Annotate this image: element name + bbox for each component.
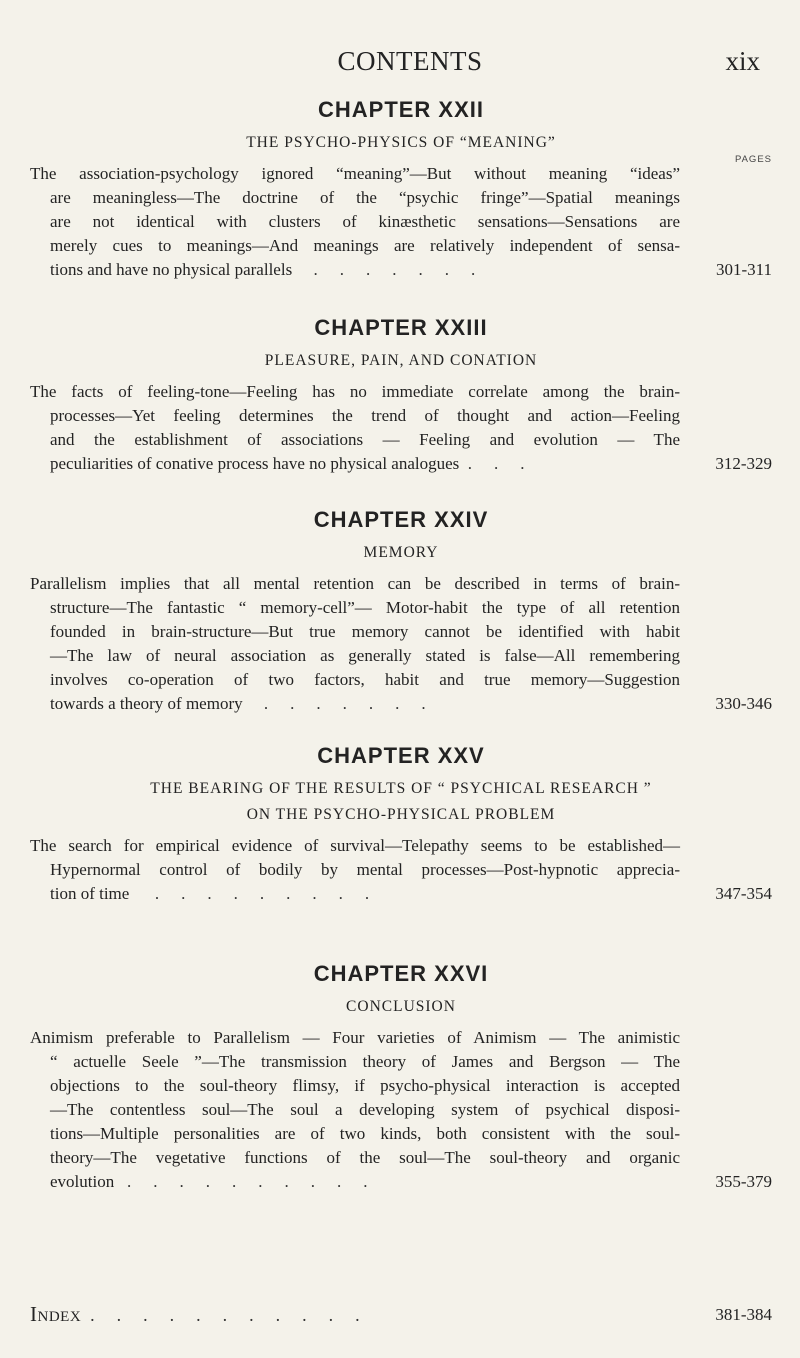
summary-line: founded in brain-structure—But true memory cannot be identified with habit bbox=[50, 622, 680, 641]
chapter-number: CHAPTER XXIV bbox=[313, 507, 489, 532]
page-range: 355-379 bbox=[715, 1172, 772, 1191]
chapter-summary bbox=[30, 834, 772, 906]
leader-dots: .......... bbox=[126, 1172, 390, 1191]
page-range: 347-354 bbox=[715, 884, 772, 903]
running-head bbox=[60, 46, 760, 82]
summary-text: tion of time bbox=[50, 884, 130, 903]
chapter-xxvi bbox=[30, 960, 772, 1194]
chapter-xxiii bbox=[30, 314, 772, 476]
page-folio: xix bbox=[725, 46, 760, 76]
summary-line: theory—The vegetative functions of the soul—The soul-theory and organic bbox=[50, 1148, 680, 1167]
page-range: 330-346 bbox=[715, 694, 772, 713]
page-range: 312-329 bbox=[715, 454, 772, 473]
summary-line: objections to the soul-theory flimsy, if psycho-physical interaction is accepted bbox=[50, 1076, 680, 1095]
leader-dots: ....... bbox=[263, 694, 448, 713]
chapter-number: CHAPTER XXII bbox=[317, 97, 485, 122]
chapter-number: CHAPTER XXVI bbox=[313, 961, 489, 986]
chapter-subtitle: ON THE PSYCHO-PHYSICAL PROBLEM bbox=[246, 806, 556, 823]
summary-line bbox=[30, 882, 680, 906]
chapter-title: THE BEARING OF THE RESULTS OF “ PSYCHICAL RESEARCH ” bbox=[150, 780, 652, 797]
summary-line: Hypernormal control of bodily by mental processes—Post-hypnotic apprecia- bbox=[50, 860, 680, 879]
summary-line: tions—Multiple personalities are of two kinds, both consistent with the soul- bbox=[50, 1124, 680, 1143]
summary-text: evolution bbox=[50, 1172, 115, 1191]
chapter-summary bbox=[30, 572, 772, 716]
summary-line bbox=[30, 1170, 680, 1194]
summary-text: tions and have no physical parallels bbox=[50, 260, 293, 279]
leader-dots: ....... bbox=[313, 260, 498, 279]
chapter-xxii bbox=[30, 96, 772, 282]
summary-line: —The contentless soul—The soul a developing system of psychical disposi- bbox=[50, 1100, 680, 1119]
chapter-summary bbox=[30, 1026, 772, 1194]
index-entry bbox=[30, 1302, 772, 1327]
summary-text: towards a theory of memory bbox=[50, 694, 243, 713]
summary-line bbox=[30, 452, 680, 476]
chapter-number: CHAPTER XXIII bbox=[314, 315, 488, 340]
chapter-number: CHAPTER XXV bbox=[317, 743, 485, 768]
summary-line: and the establishment of associations — Feeling and evolution — The bbox=[50, 430, 680, 449]
pages-column-label: PAGES bbox=[734, 154, 772, 165]
summary-line: Parallelism implies that all mental retention can be described in terms of brain- bbox=[30, 574, 680, 593]
chapter-title: CONCLUSION bbox=[346, 998, 456, 1015]
summary-line: “ actuelle Seele ”—The transmission theory of James and Bergson — The bbox=[50, 1052, 680, 1071]
summary-line: structure—The fantastic “ memory-cell”— Motor-habit the type of all retention bbox=[50, 598, 680, 617]
chapter-xxiv bbox=[30, 506, 772, 716]
summary-line: The facts of feeling-tone—Feeling has no immediate correlate among the brain- bbox=[30, 382, 680, 401]
chapter-xxv bbox=[30, 742, 772, 906]
summary-line: involves co-operation of two factors, habit and true memory—Suggestion bbox=[50, 670, 680, 689]
chapter-title: PLEASURE, PAIN, AND CONATION bbox=[264, 352, 538, 369]
leader-dots: ... bbox=[467, 454, 547, 473]
leader-dots: ........... bbox=[90, 1305, 382, 1325]
page-range: 301-311 bbox=[715, 260, 772, 279]
chapter-summary bbox=[30, 380, 772, 476]
summary-line: —The law of neural association as generally stated is false—All remembering bbox=[50, 646, 680, 665]
summary-line bbox=[30, 692, 680, 716]
summary-text: peculiarities of conative process have no physical analogues bbox=[50, 454, 460, 473]
chapter-summary bbox=[30, 162, 772, 282]
chapter-title: MEMORY bbox=[363, 544, 439, 561]
index-label: Index bbox=[30, 1302, 82, 1326]
summary-line: are meaningless—The doctrine of the “psychic fringe”—Spatial meanings bbox=[50, 188, 680, 207]
summary-line: The search for empirical evidence of survival—Telepathy seems to be established— bbox=[30, 836, 680, 855]
chapter-title: THE PSYCHO-PHYSICS OF “MEANING” bbox=[246, 134, 556, 151]
running-head-title: CONTENTS bbox=[337, 46, 483, 76]
page-range: 381-384 bbox=[715, 1305, 772, 1324]
summary-line bbox=[30, 258, 680, 282]
summary-line: are not identical with clusters of kinæsthetic sensations—Sensations are bbox=[50, 212, 680, 231]
summary-line: Animism preferable to Parallelism — Four varieties of Animism — The animistic bbox=[30, 1028, 680, 1047]
summary-line: merely cues to meanings—And meanings are relatively independent of sensa- bbox=[50, 236, 680, 255]
summary-line: processes—Yet feeling determines the trend of thought and action—Feeling bbox=[50, 406, 680, 425]
summary-line: The association-psychology ignored “meaning”—But without meaning “ideas” bbox=[30, 164, 680, 183]
leader-dots: ......... bbox=[154, 884, 392, 903]
